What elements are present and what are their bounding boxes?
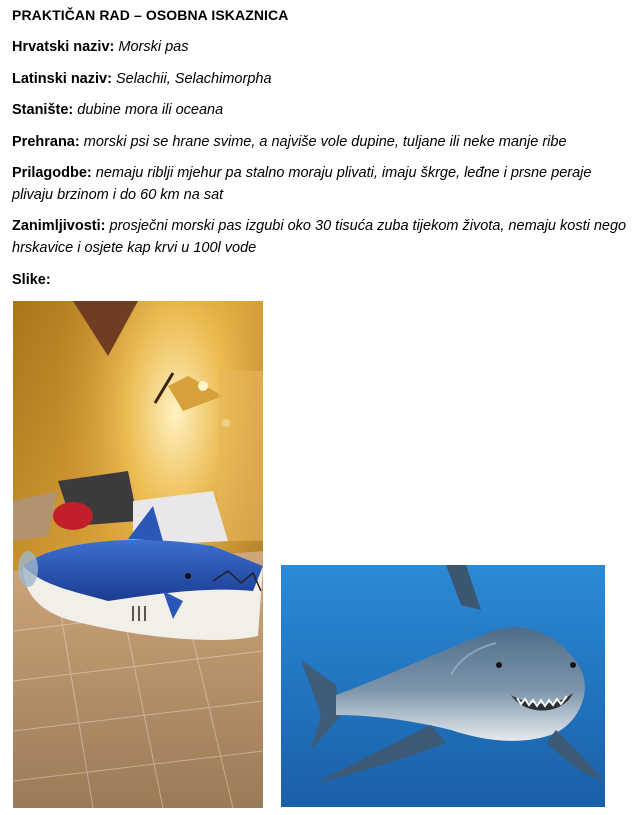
field-latin-name <box>12 68 628 90</box>
field-label: Prilagodbe: <box>12 165 92 181</box>
document-title: PRAKTIČAN RAD – OSOBNA ISKAZNICA <box>12 7 289 23</box>
field-croatian-name <box>12 36 628 58</box>
shark-underwater-illustration <box>281 565 605 807</box>
field-value: nemaju riblji mjehur pa stalno moraju plivati, imaju škrge, leđne i prsne peraje plivaju brzinom i do 60 km na sat <box>12 165 592 203</box>
field-value: prosječni morski pas izgubi oko 30 tisuća zuba tijekom života, nemaju kosti nego hrskavice i osjete kap krvi u 100l vode <box>12 218 627 256</box>
bottle-shark-illustration <box>13 301 263 808</box>
field-label: Latinski naziv: <box>12 71 112 87</box>
field-diet <box>12 131 628 153</box>
field-value: morski psi se hrane svime, a najviše vole dupine, tuljane ili neke manje ribe <box>83 134 567 150</box>
field-label: Zanimljivosti: <box>12 218 106 234</box>
field-label: Stanište: <box>12 102 74 118</box>
field-fun-facts <box>12 215 628 259</box>
field-value: dubine mora ili oceana <box>77 102 224 118</box>
photo-great-white-shark <box>281 565 605 807</box>
field-value: Selachii, Selachimorpha <box>115 71 272 87</box>
field-label: Slike: <box>12 272 51 288</box>
field-value: Morski pas <box>118 39 189 55</box>
field-adaptations <box>12 162 628 206</box>
field-label: Prehrana: <box>12 134 80 150</box>
field-label: Hrvatski naziv: <box>12 39 115 55</box>
field-habitat <box>12 99 628 121</box>
photo-bottle-shark-model <box>13 301 263 808</box>
images-label <box>12 269 628 291</box>
